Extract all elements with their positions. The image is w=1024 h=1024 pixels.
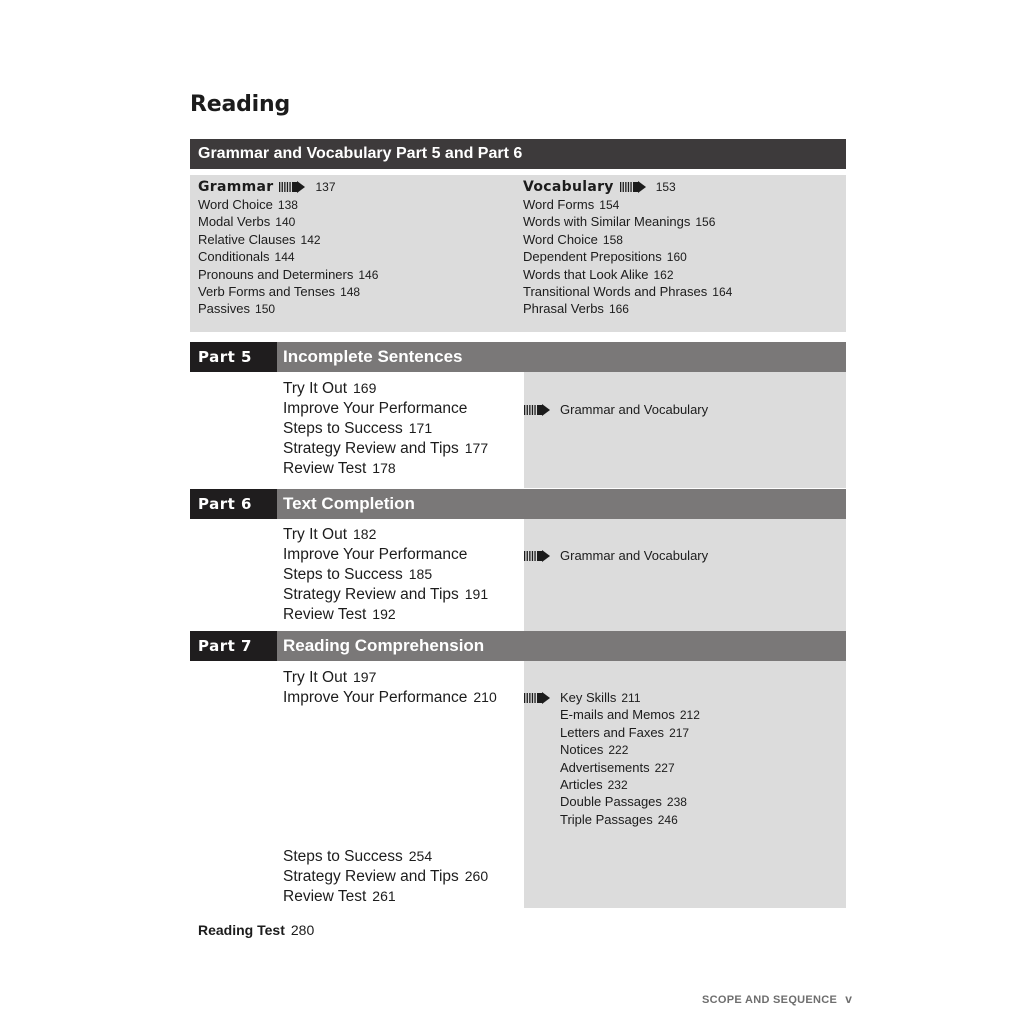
item-label: Try It Out bbox=[283, 526, 348, 543]
item-label: Key Skills bbox=[560, 690, 617, 705]
part-5-label: Part 5 bbox=[190, 342, 277, 372]
vocabulary-item bbox=[523, 231, 732, 248]
arrow-icon bbox=[524, 692, 550, 704]
arrow-icon bbox=[279, 181, 305, 193]
gv-header: Grammar and Vocabulary Part 5 and Part 6 bbox=[190, 139, 846, 169]
item-label: Review Test bbox=[283, 606, 367, 623]
part-5-ref bbox=[524, 402, 708, 417]
skill-item bbox=[560, 776, 628, 793]
item-label: Try It Out bbox=[283, 669, 348, 686]
item-page: 160 bbox=[666, 250, 687, 265]
arrow-icon bbox=[524, 404, 550, 416]
item-page: 144 bbox=[274, 250, 295, 265]
item-page: 182 bbox=[353, 526, 377, 542]
item-page: 138 bbox=[277, 198, 298, 212]
item-label: Advertisements bbox=[560, 759, 650, 775]
item-label: Articles bbox=[560, 777, 603, 792]
item-page: 185 bbox=[408, 566, 433, 582]
item-label: Letters and Faxes bbox=[560, 724, 665, 740]
item-page: 212 bbox=[679, 708, 700, 723]
item-page: 171 bbox=[408, 420, 433, 436]
grammar-item bbox=[198, 266, 378, 283]
item-page: 217 bbox=[669, 725, 690, 740]
item-page: 222 bbox=[608, 743, 629, 758]
item-label: Relative Clauses bbox=[198, 231, 296, 247]
item-label: Conditionals bbox=[198, 249, 270, 265]
vocabulary-item bbox=[523, 248, 732, 265]
reading-test-page: 280 bbox=[290, 922, 315, 938]
list-item bbox=[283, 886, 396, 906]
item-page: 178 bbox=[372, 460, 396, 476]
item-page: 166 bbox=[608, 302, 629, 317]
grammar-title: Grammar bbox=[198, 179, 274, 195]
list-item bbox=[283, 604, 396, 624]
part-7-title: Reading Comprehension bbox=[277, 631, 846, 661]
list-item bbox=[283, 846, 432, 866]
grammar-item bbox=[198, 300, 378, 317]
item-label: Word Forms bbox=[523, 197, 595, 212]
skill-item bbox=[560, 793, 687, 810]
vocabulary-title-row bbox=[523, 178, 732, 196]
arrow-icon bbox=[524, 550, 550, 562]
footer-text: SCOPE AND SEQUENCE bbox=[702, 994, 838, 1006]
list-item bbox=[283, 524, 376, 544]
reading-test bbox=[198, 922, 314, 938]
item-page: 227 bbox=[654, 760, 675, 775]
vocabulary-item bbox=[523, 213, 732, 230]
item-page: 156 bbox=[695, 215, 716, 230]
item-label: Improve Your Performance bbox=[283, 400, 468, 417]
item-page: 162 bbox=[653, 267, 674, 282]
item-label: Verb Forms and Tenses bbox=[198, 283, 336, 299]
item-page: 254 bbox=[408, 848, 433, 864]
item-page: 211 bbox=[621, 691, 641, 705]
part-6-ref bbox=[524, 548, 708, 563]
item-page: 191 bbox=[464, 586, 489, 602]
part-6-ref-panel bbox=[524, 519, 846, 631]
grammar-column bbox=[198, 178, 378, 318]
item-label: Word Choice bbox=[198, 197, 273, 212]
list-item bbox=[283, 584, 488, 604]
item-page: 148 bbox=[340, 284, 361, 299]
item-page: 197 bbox=[353, 669, 377, 685]
item-label: Improve Your Performance bbox=[283, 689, 468, 706]
list-item bbox=[283, 667, 376, 687]
list-item bbox=[283, 458, 396, 478]
item-page: 232 bbox=[607, 778, 628, 792]
item-page: 154 bbox=[599, 198, 620, 212]
item-label: Dependent Prepositions bbox=[523, 249, 662, 265]
item-label: Notices bbox=[560, 742, 604, 758]
item-label: E-mails and Memos bbox=[560, 707, 675, 723]
part-6-label: Part 6 bbox=[190, 489, 277, 519]
item-label: Phrasal Verbs bbox=[523, 301, 604, 317]
item-page: 210 bbox=[473, 689, 497, 705]
item-label: Strategy Review and Tips bbox=[283, 868, 459, 885]
grammar-item bbox=[198, 231, 378, 248]
list-item bbox=[283, 544, 473, 564]
vocabulary-item bbox=[523, 283, 732, 300]
grammar-title-row bbox=[198, 178, 378, 196]
part-7-label: Part 7 bbox=[190, 631, 277, 661]
item-page: 192 bbox=[372, 606, 396, 622]
vocabulary-item bbox=[523, 266, 732, 283]
item-label: Steps to Success bbox=[283, 848, 403, 865]
item-page: 238 bbox=[666, 795, 687, 810]
item-label: Pronouns and Determiners bbox=[198, 266, 354, 282]
ref-label: Grammar and Vocabulary bbox=[560, 548, 709, 563]
list-item bbox=[283, 564, 432, 584]
grammar-item bbox=[198, 248, 378, 265]
part-5-title: Incomplete Sentences bbox=[277, 342, 846, 372]
grammar-item bbox=[198, 283, 378, 300]
item-page: 164 bbox=[712, 284, 733, 299]
gv-box bbox=[190, 175, 846, 332]
part-5-ref-panel bbox=[524, 372, 846, 488]
item-label: Strategy Review and Tips bbox=[283, 440, 459, 457]
part-6-title: Text Completion bbox=[277, 489, 846, 519]
item-page: 142 bbox=[300, 232, 321, 247]
vocabulary-item bbox=[523, 300, 732, 317]
skill-item bbox=[560, 741, 628, 758]
item-page: 150 bbox=[255, 302, 276, 317]
vocabulary-item bbox=[523, 196, 732, 213]
vocabulary-title: Vocabulary bbox=[523, 179, 614, 195]
skill-item bbox=[560, 724, 689, 741]
list-item bbox=[283, 687, 497, 707]
grammar-item bbox=[198, 213, 378, 230]
item-page: 158 bbox=[602, 232, 623, 247]
item-label: Transitional Words and Phrases bbox=[523, 283, 708, 299]
list-item bbox=[283, 418, 432, 438]
item-label: Modal Verbs bbox=[198, 214, 271, 230]
list-item bbox=[283, 398, 473, 418]
item-label: Try It Out bbox=[283, 380, 348, 397]
item-label: Double Passages bbox=[560, 794, 662, 810]
item-page: 177 bbox=[464, 440, 489, 456]
vocabulary-page: 153 bbox=[655, 180, 676, 194]
item-label: Review Test bbox=[283, 460, 367, 477]
item-label: Words with Similar Meanings bbox=[523, 214, 691, 230]
item-label: Passives bbox=[198, 301, 251, 317]
reading-test-label: Reading Test bbox=[198, 922, 285, 938]
ref-label: Grammar and Vocabulary bbox=[560, 402, 709, 417]
item-page: 261 bbox=[372, 888, 396, 904]
list-item bbox=[283, 866, 488, 886]
item-label: Word Choice bbox=[523, 231, 598, 247]
skill-item bbox=[560, 811, 678, 828]
item-label: Strategy Review and Tips bbox=[283, 586, 459, 603]
item-page: 246 bbox=[657, 812, 678, 827]
item-label: Steps to Success bbox=[283, 420, 403, 437]
item-label: Words that Look Alike bbox=[523, 266, 649, 282]
list-item bbox=[283, 438, 488, 458]
item-page: 169 bbox=[353, 380, 377, 396]
item-label: Triple Passages bbox=[560, 811, 653, 827]
arrow-icon bbox=[620, 181, 646, 193]
skill-item bbox=[560, 689, 641, 706]
skill-item bbox=[560, 759, 675, 776]
page-number: v bbox=[845, 992, 853, 1006]
item-label: Steps to Success bbox=[283, 566, 403, 583]
page-title: Reading bbox=[190, 92, 291, 117]
item-page: 260 bbox=[464, 868, 489, 884]
item-label: Review Test bbox=[283, 888, 367, 905]
grammar-page: 137 bbox=[315, 180, 336, 194]
skill-item bbox=[560, 706, 700, 723]
item-label: Improve Your Performance bbox=[283, 546, 468, 563]
list-item bbox=[283, 378, 376, 398]
item-page: 146 bbox=[358, 267, 379, 282]
item-page: 140 bbox=[275, 215, 296, 230]
grammar-item bbox=[198, 196, 378, 213]
vocabulary-column bbox=[523, 178, 732, 318]
page-footer bbox=[702, 992, 852, 1006]
